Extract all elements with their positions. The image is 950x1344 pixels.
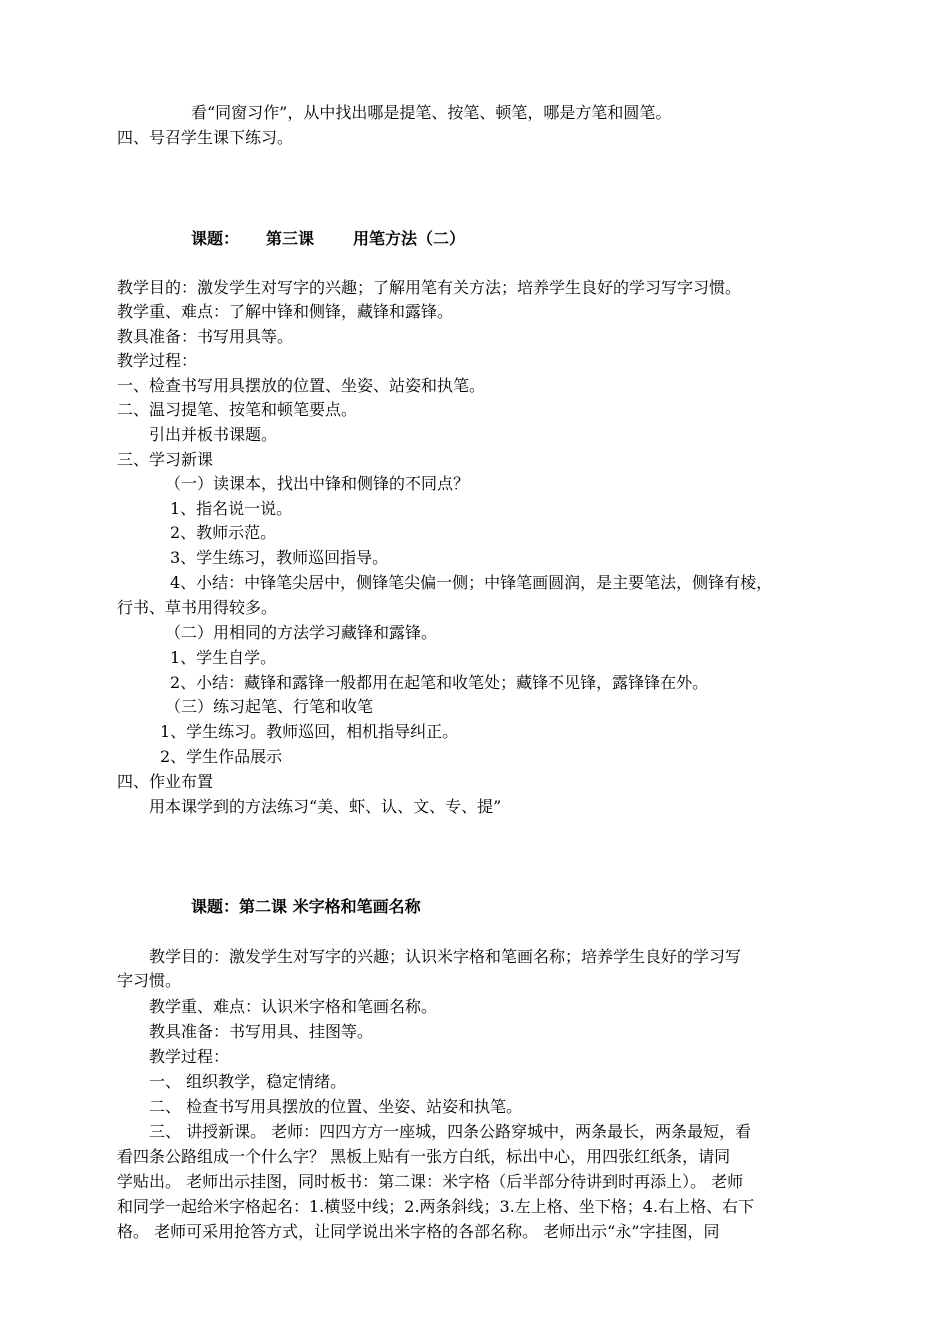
lesson3-step3: 三、学习新课 <box>117 450 214 469</box>
lesson2-keypoints: 教学重、难点：认识米字格和笔画名称。 <box>149 997 438 1016</box>
lesson3-part3: （三）练习起笔、行笔和收笔 <box>165 697 374 716</box>
lesson2-process: 教学过程： <box>149 1047 230 1066</box>
lesson3-part1-3: 3、学生练习，教师巡回指导。 <box>170 548 389 567</box>
lesson3-part3-2: 2、学生作品展示 <box>160 747 283 766</box>
lesson3-tools: 教具准备：书写用具等。 <box>117 327 294 346</box>
lesson3-process: 教学过程： <box>117 351 198 370</box>
lesson2-step3-a: 三、 讲授新课。 老师：四四方方一座城，四条公路穿城中，两条最长，两条最短，看 <box>149 1122 752 1141</box>
lesson3-step2: 二、温习提笔、按笔和顿笔要点。 <box>117 400 358 419</box>
prev-line-2: 四、号召学生课下练习。 <box>117 128 294 147</box>
lesson3-part2-2: 2、小结：藏锋和露锋一般都用在起笔和收笔处；藏锋不见锋，露锋锋在外。 <box>170 673 709 692</box>
lesson3-title-lesson: 第三课 <box>266 229 315 248</box>
lesson3-step2-sub: 引出并板书课题。 <box>149 425 278 444</box>
lesson3-homework: 用本课学到的方法练习“美、虾、认、文、专、提” <box>149 797 502 816</box>
lesson3-step1: 一、检查书写用具摆放的位置、坐姿、站姿和执笔。 <box>117 376 486 395</box>
lesson2-step1: 一、 组织教学，稳定情绪。 <box>149 1072 347 1091</box>
lesson3-part1-2: 2、教师示范。 <box>170 523 277 542</box>
lesson2-goal-b: 字习惯。 <box>117 971 182 990</box>
lesson2-step2: 二、 检查书写用具摆放的位置、坐姿、站姿和执笔。 <box>149 1097 523 1116</box>
lesson2-goal-a: 教学目的：激发学生对写字的兴趣；认识米字格和笔画名称；培养学生良好的学习写 <box>149 947 742 966</box>
lesson3-part2: （二）用相同的方法学习藏锋和露锋。 <box>165 623 438 642</box>
lesson2-step3-c: 学贴出。 老师出示挂图，同时板书：第二课：米字格（后半部分待讲到时再添上）。 老师 <box>117 1172 744 1191</box>
lesson2-step3-e: 格。 老师可采用抢答方式，让同学说出米字格的各部名称。 老师出示“永”字挂图，同 <box>117 1222 720 1241</box>
prev-line-1: 看“同窗习作”，从中找出哪是提笔、按笔、顿笔，哪是方笔和圆笔。 <box>191 103 672 122</box>
lesson3-part1-4b: 行书、草书用得较多。 <box>117 598 278 617</box>
lesson3-goal: 教学目的：激发学生对写字的兴趣；了解用笔有关方法；培养学生良好的学习写字习惯。 <box>117 278 742 297</box>
lesson3-title-label: 课题： <box>191 229 240 248</box>
lesson2-tools: 教具准备：书写用具、挂图等。 <box>149 1022 374 1041</box>
lesson2-title: 课题：第二课 米字格和笔画名称 <box>191 897 421 916</box>
lesson3-part1: （一）读课本，找出中锋和侧锋的不同点？ <box>165 474 470 493</box>
lesson3-title-name: 用笔方法（二） <box>353 229 466 248</box>
lesson2-step3-d: 和同学一起给米字格起名：1.横竖中线；2.两条斜线；3.左上格、坐下格；4.右上格、右下 <box>117 1197 755 1216</box>
lesson3-part1-1: 1、指名说一说。 <box>170 499 293 518</box>
lesson3-part3-1: 1、学生练习。教师巡回，相机指导纠正。 <box>160 722 459 741</box>
lesson3-part1-4a: 4、小结：中锋笔尖居中，侧锋笔尖偏一侧；中锋笔画圆润，是主要笔法，侧锋有棱， <box>170 573 773 592</box>
lesson3-part2-1: 1、学生自学。 <box>170 648 277 667</box>
lesson2-step3-b: 看四条公路组成一个什么字？ 黑板上贴有一张方白纸，标出中心，用四张红纸条，请同 <box>117 1147 731 1166</box>
lesson3-keypoints: 教学重、难点：了解中锋和侧锋，藏锋和露锋。 <box>117 302 454 321</box>
lesson3-step4: 四、作业布置 <box>117 772 214 791</box>
